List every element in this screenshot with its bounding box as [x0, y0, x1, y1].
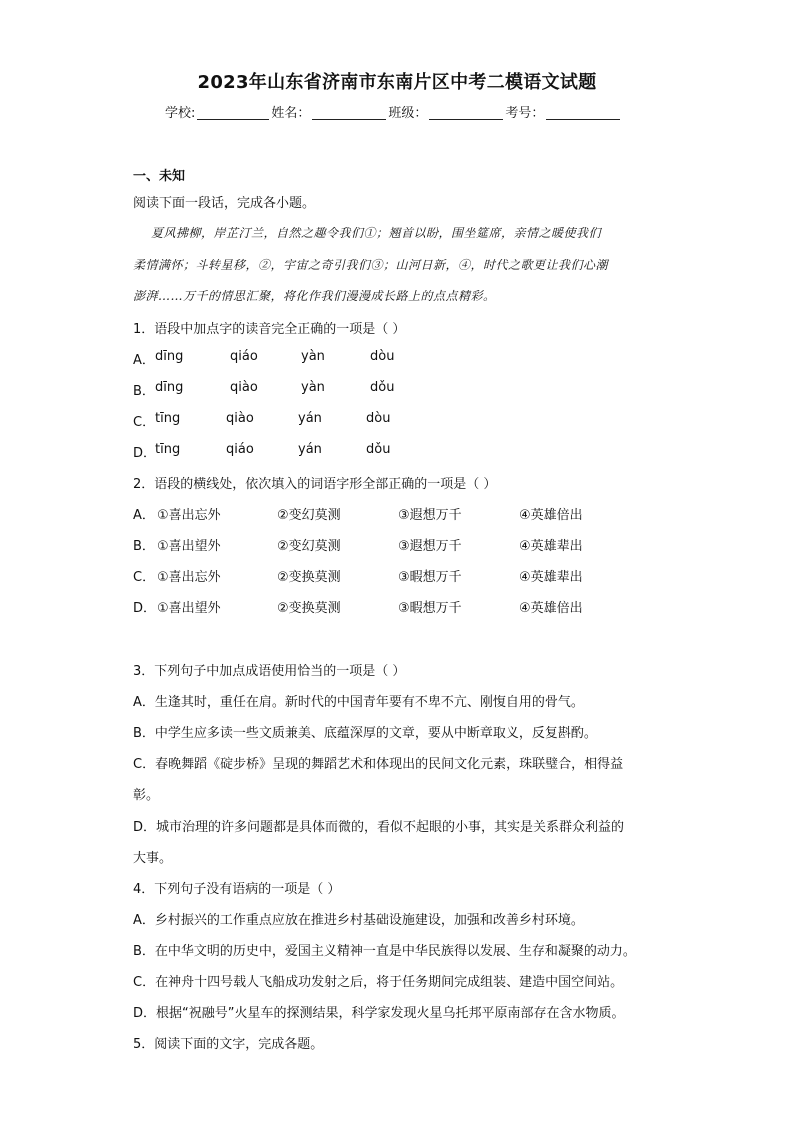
question-5-stem: 5．阅读下面的文字，完成各题。 [133, 1037, 324, 1052]
option-item: yàn [301, 349, 325, 364]
passage-line: 澎湃……万千的情思汇聚，将化作我们漫漫成长路上的点点精彩。 [133, 289, 496, 303]
option-item: ②变换莫测 [277, 601, 341, 616]
option-item: ③暇想万千 [398, 570, 462, 585]
school-blank [197, 105, 269, 120]
question-1-stem: 1．语段中加点字的读音完全正确的一项是（ ） [133, 322, 406, 337]
option-item: ④英雄倍出 [519, 601, 583, 616]
question-3-stem: 3．下列句子中加点成语使用恰当的一项是（ ） [133, 664, 406, 679]
option-letter: B． [133, 539, 155, 554]
option-item: ③暇想万千 [398, 601, 462, 616]
exam-no-blank [546, 105, 620, 120]
option-item: ④英雄辈出 [519, 570, 583, 585]
option-letter: B． [133, 384, 155, 399]
option-letter: C． [133, 415, 156, 430]
q4-option-d: D．根据“祝融号”火星车的探测结果，科学家发现火星乌托邦平原南部存在含水物质。 [133, 1006, 625, 1021]
option-item: yán [298, 411, 322, 426]
option-item: dǒu [370, 380, 395, 395]
q3-option-d-cont: 大事。 [133, 851, 173, 866]
option-letter: A． [133, 353, 155, 368]
option-item: qiáo [226, 442, 254, 457]
question-4-stem: 4．下列句子没有语病的一项是（ ） [133, 882, 341, 897]
option-item: dòu [370, 349, 395, 364]
class-blank [429, 105, 503, 120]
option-letter: C． [133, 570, 156, 585]
option-item: ②变换莫测 [277, 570, 341, 585]
option-item: dīng [155, 380, 184, 395]
option-item: qiào [226, 411, 254, 426]
school-label: 学校: [165, 106, 196, 121]
option-item: ②变幻莫测 [277, 508, 341, 523]
option-item: dīng [155, 349, 184, 364]
option-item: ①喜出望外 [157, 539, 221, 554]
option-item: ④英雄倍出 [519, 508, 583, 523]
reading-instruction: 阅读下面一段话，完成各小题。 [133, 196, 316, 211]
name-blank [312, 105, 386, 120]
option-item: dǒu [366, 442, 391, 457]
exam-no-label: 考号： [505, 106, 545, 121]
passage-line: 柔情满怀；斗转星移，②，宇宙之奇引我们③；山河日新，④，时代之歌更让我们心潮 [133, 258, 609, 272]
option-item: qiáo [230, 349, 258, 364]
option-item: ③遐想万千 [398, 508, 462, 523]
option-item: dòu [366, 411, 391, 426]
passage-line: 夏风拂柳，岸芷汀兰，自然之趣令我们①；翘首以盼，围坐筵席，亲情之暖使我们 [151, 226, 602, 240]
name-label: 姓名： [271, 106, 311, 121]
q3-option-a: A．生逢其时，重任在肩。新时代的中国青年要有不卑不亢、刚愎自用的骨气。 [133, 695, 584, 710]
option-letter: D． [133, 446, 157, 461]
q3-option-d: D．城市治理的许多问题都是具体而微的，看似不起眼的小事，其实是关系群众利益的 [133, 820, 625, 835]
q3-option-b: B．中学生应多读一些文质兼美、底蕴深厚的文章，要从中断章取义，反复斟酌。 [133, 726, 597, 741]
option-item: yán [298, 442, 322, 457]
class-label: 班级： [388, 106, 428, 121]
q3-option-c: C．春晚舞蹈《碇步桥》呈现的舞蹈艺术和体现出的民间文化元素，珠联璧合，相得益 [133, 757, 624, 772]
student-info-line [165, 102, 622, 121]
option-letter: D． [133, 601, 157, 616]
option-item: ①喜出望外 [157, 601, 221, 616]
q4-option-c: C．在神舟十四号载人飞船成功发射之后，将于任务期间完成组装、建造中国空间站。 [133, 975, 624, 990]
q3-option-c-cont: 彰。 [133, 788, 160, 803]
section-heading: 一、未知 [133, 169, 186, 184]
option-letter: A． [133, 508, 155, 523]
question-2-stem: 2．语段的横线处，依次填入的词语字形全部正确的一项是（ ） [133, 477, 497, 492]
option-item: ③遐想万千 [398, 539, 462, 554]
q4-option-a: A．乡村振兴的工作重点应放在推进乡村基础设施建设，加强和改善乡村环境。 [133, 913, 584, 928]
q4-option-b: B．在中华文明的历史中，爱国主义精神一直是中华民族得以发展、生存和凝聚的动力。 [133, 944, 636, 959]
option-item: tīng [155, 411, 181, 426]
option-item: ②变幻莫测 [277, 539, 341, 554]
option-item: ④英雄辈出 [519, 539, 583, 554]
page-title: 2023年山东省济南市东南片区中考二模语文试题 [197, 72, 597, 93]
option-item: yàn [301, 380, 325, 395]
option-item: qiào [230, 380, 258, 395]
option-item: tīng [155, 442, 181, 457]
option-item: ①喜出忘外 [157, 570, 221, 585]
option-item: ①喜出忘外 [157, 508, 221, 523]
